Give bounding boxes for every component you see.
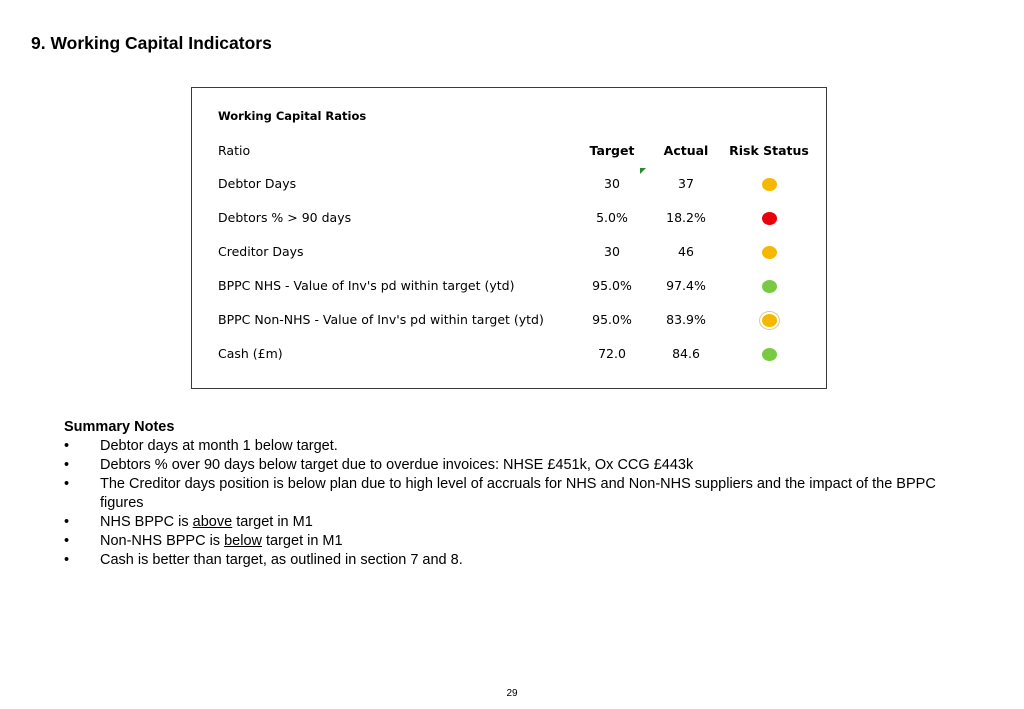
list-item	[64, 513, 974, 532]
ratio-name: BPPC Non-NHS - Value of Inv's pd within target (ytd)	[218, 311, 544, 327]
ratio-name: Debtor Days	[218, 175, 297, 191]
risk-status-cell	[723, 268, 815, 302]
list-item	[64, 475, 974, 513]
risk-status-cell	[723, 200, 815, 234]
header-actual: Actual	[663, 143, 709, 158]
ratio-name: Cash (£m)	[218, 345, 283, 361]
header-ratio: Ratio	[218, 143, 251, 158]
header-target: Target	[589, 143, 635, 158]
ratio-table	[218, 138, 815, 370]
bullet-icon: •	[64, 476, 70, 492]
table-row	[218, 234, 815, 268]
target-value: 30	[604, 175, 620, 191]
ratio-name: BPPC NHS - Value of Inv's pd within target (ytd)	[218, 277, 515, 293]
note-text: Debtors % over 90 days below target due to overdue invoices: NHSE £451k, Ox CCG £443k	[100, 457, 694, 473]
note-text: Debtor days at month 1 below target.	[100, 438, 338, 454]
target-value: 95.0%	[592, 277, 632, 293]
page-number: 29	[506, 688, 518, 699]
actual-value: 37	[678, 175, 694, 191]
table-row	[218, 302, 815, 336]
ratio-name: Debtors % > 90 days	[218, 209, 352, 225]
list-item	[64, 532, 974, 551]
note-text-pre: NHS BPPC is	[100, 514, 193, 530]
risk-status-cell	[723, 166, 815, 200]
risk-status-indicator	[762, 280, 777, 293]
actual-value: 84.6	[672, 345, 700, 361]
table-row	[218, 200, 815, 234]
note-emphasis: above	[192, 514, 233, 530]
bullet-icon: •	[64, 533, 70, 549]
table-header-row	[218, 138, 815, 166]
target-value: 30	[604, 243, 620, 259]
risk-status-indicator[interactable]	[762, 314, 777, 327]
page-title: 9. Working Capital Indicators	[31, 33, 272, 53]
target-value: 95.0%	[592, 311, 632, 327]
actual-value: 46	[678, 243, 694, 259]
risk-status-indicator	[762, 246, 777, 259]
actual-value: 97.4%	[666, 277, 706, 293]
risk-status-cell	[723, 234, 815, 268]
actual-value: 83.9%	[666, 311, 706, 327]
note-text-pre: Non-NHS BPPC is	[100, 533, 225, 549]
panel-title: Working Capital Ratios	[218, 109, 367, 123]
note-text-post: target in M1	[232, 514, 313, 530]
note-text-post: target in M1	[261, 533, 343, 549]
target-value: 5.0%	[596, 209, 628, 225]
table-row	[218, 336, 815, 370]
summary-notes-heading: Summary Notes	[64, 419, 175, 435]
summary-notes-list	[64, 437, 974, 570]
list-item	[64, 551, 974, 570]
table-row	[218, 166, 815, 200]
table-row	[218, 268, 815, 302]
risk-status-indicator	[762, 348, 777, 361]
bullet-icon: •	[64, 552, 70, 568]
note-text: Cash is better than target, as outlined in section 7 and 8.	[100, 552, 463, 568]
bullet-icon: •	[64, 514, 70, 530]
bullet-icon: •	[64, 457, 70, 473]
note-emphasis: below	[224, 533, 262, 549]
risk-status-indicator	[762, 178, 777, 191]
ratio-name: Creditor Days	[218, 243, 304, 259]
note-text: The Creditor days position is below plan due to high level of accruals for NHS and Non-NHS suppliers and the impact of the BPPC figures	[100, 476, 936, 511]
header-risk-status: Risk Status	[729, 143, 809, 158]
list-item	[64, 456, 974, 475]
actual-value: 18.2%	[666, 209, 706, 225]
working-capital-ratios-panel	[191, 87, 827, 389]
risk-status-cell	[723, 302, 815, 336]
target-value: 72.0	[598, 345, 626, 361]
risk-status-cell	[723, 336, 815, 370]
summary-notes	[64, 418, 974, 570]
bullet-icon: •	[64, 438, 70, 454]
risk-status-indicator	[762, 212, 777, 225]
list-item	[64, 437, 974, 456]
